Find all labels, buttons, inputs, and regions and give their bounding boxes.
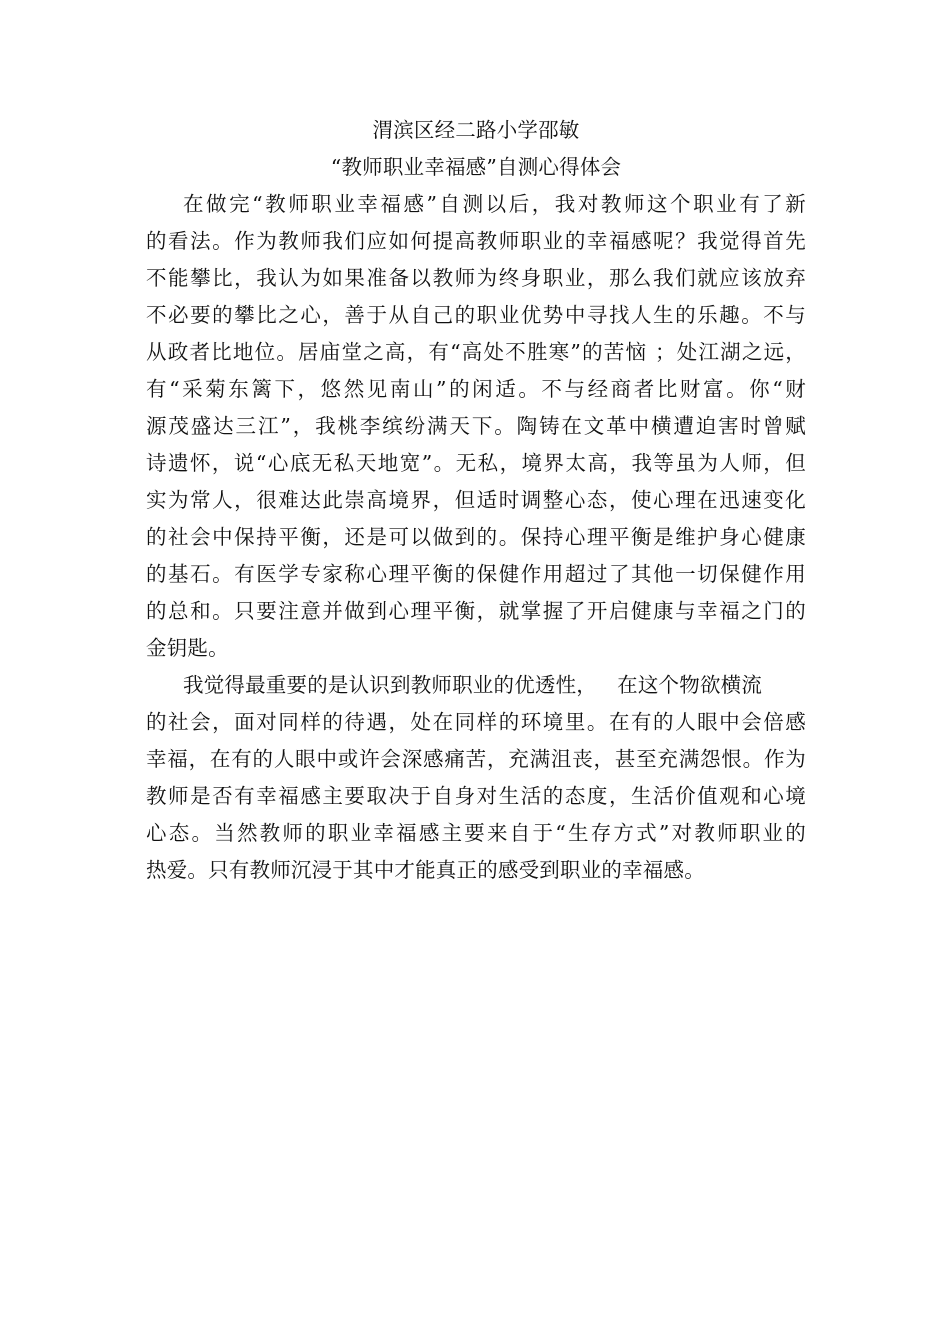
document-title: “教师职业幸福感”自测心得体会 [330, 155, 622, 179]
paragraph-line: 从政者比地位。居庙堂之高，有“高处不胜寒”的苦恼 ；处江湖之远， [146, 340, 806, 364]
paragraph-line: 的看法。作为教师我们应如何提高教师职业的幸福感呢？我觉得首先 [146, 229, 806, 253]
paragraph-line: 不必要的攀比之心，善于从自己的职业优势中寻找人生的乐趣。不与 [146, 303, 806, 327]
paragraph-line: 源茂盛达三江”，我桃李缤纷满天下。陶铸在文革中横遭迫害时曾赋 [146, 414, 806, 438]
paragraph-line: 的社会中保持平衡，还是可以做到的。保持心理平衡是维护身心健康 [146, 525, 806, 549]
author-line: 渭滨区经二路小学邵敏 [372, 118, 580, 142]
paragraph-line: 的基石。有医学专家称心理平衡的保健作用超过了其他一切保健作用 [146, 562, 806, 586]
paragraph-line: 在做完“教师职业幸福感”自测以后，我对教师这个职业有了新 [183, 192, 806, 216]
paragraph-line: 诗遗怀，说“心底无私天地宽”。无私，境界太高，我等虽为人师，但 [146, 451, 806, 475]
paragraph-2 [146, 667, 806, 889]
paragraph-line: 实为常人，很难达此崇高境界，但适时调整心态，使心理在迅速变化 [146, 488, 806, 512]
paragraph-line: 热爱。只有教师沉浸于其中才能真正的感受到职业的幸福感。 [146, 858, 705, 882]
paragraph-line: 我觉得最重要的是认识到教师职业的优透性， 在这个物欲横流 [183, 673, 763, 697]
paragraph-line: 有“采菊东篱下，悠然见南山”的闲适。不与经商者比财富。你“财 [146, 377, 806, 401]
paragraph-line: 心态。当然教师的职业幸福感主要来自于“生存方式”对教师职业的 [146, 821, 806, 845]
paragraph-1 [146, 186, 806, 667]
paragraph-line: 幸福，在有的人眼中或许会深感痛苦，充满沮丧，甚至充满怨恨。作为 [146, 747, 806, 771]
paragraph-line: 金钥匙。 [146, 636, 229, 660]
paragraph-line: 的社会，面对同样的待遇，处在同样的环境里。在有的人眼中会倍感 [146, 710, 806, 734]
paragraph-line: 不能攀比，我认为如果准备以教师为终身职业，那么我们就应该放弃 [146, 266, 806, 290]
paragraph-line: 的总和。只要注意并做到心理平衡，就掌握了开启健康与幸福之门的 [146, 599, 806, 623]
document-body [146, 112, 806, 889]
paragraph-line: 教师是否有幸福感主要取决于自身对生活的态度，生活价值观和心境 [146, 784, 806, 808]
